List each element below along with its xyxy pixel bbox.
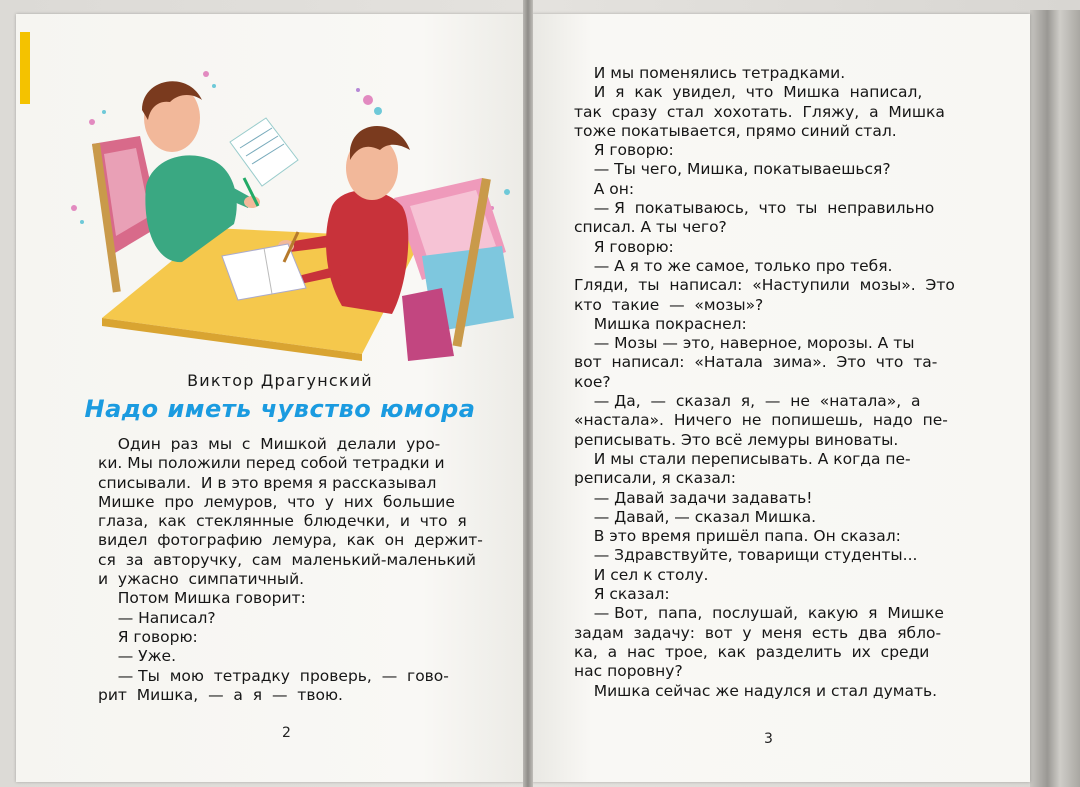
- book-cover-edge: [1030, 10, 1080, 787]
- text-line: — Ты чего, Мишка, покатываешься?: [574, 160, 891, 179]
- text-line: — Вот, папа, послушай, какую я Мишке: [574, 604, 944, 623]
- text-line: глаза, как стеклянные блюдечки, и что я: [98, 512, 467, 531]
- boys-illustration-icon: [62, 56, 522, 361]
- text-line: И мы стали переписывать. А когда пе-: [574, 449, 911, 468]
- text-line: и ужасно симпатичный.: [98, 570, 305, 589]
- text-line: Я сказал:: [574, 585, 670, 604]
- text-line: Потом Мишка говорит:: [98, 589, 306, 608]
- text-line: реписали, я сказал:: [574, 469, 736, 488]
- text-line: — Да, — сказал я, — не «натала», а: [574, 392, 921, 411]
- held-notebook: [230, 118, 298, 186]
- book-spine: [523, 0, 533, 787]
- text-line: нас поровну?: [574, 662, 683, 681]
- text-line: — Я покатываюсь, что ты неправильно: [574, 199, 935, 218]
- text-line: Я говорю:: [574, 141, 674, 160]
- text-line: Мишка покраснел:: [574, 314, 747, 333]
- text-line: тоже покатывается, прямо синий стал.: [574, 121, 897, 140]
- text-line: ка, а нас трое, как разделить их среди: [574, 642, 930, 661]
- text-line: «настала». Ничего не попишешь, надо пе-: [574, 411, 948, 430]
- page-number-left: 2: [282, 725, 291, 741]
- text-line: Мишка сейчас же надулся и стал думать.: [574, 681, 938, 700]
- text-line: Один раз мы с Мишкой делали уро-: [98, 435, 441, 453]
- text-line: Я говорю:: [574, 237, 674, 256]
- page-number-right: 3: [764, 731, 773, 747]
- text-line: ся за авторучку, сам маленький-маленький: [98, 550, 476, 569]
- text-line: — Уже.: [98, 647, 177, 666]
- text-line: — Ты мою тетрадку проверь, — гово-: [98, 666, 449, 685]
- right-page-text: [574, 64, 974, 701]
- text-line: кто такие — «мозы»?: [574, 295, 764, 314]
- text-line: — Написал?: [98, 608, 216, 627]
- text-line: — А я то же самое, только про тебя.: [574, 256, 893, 275]
- text-line: задам задачу: вот у меня есть два ябло-: [574, 623, 942, 642]
- text-line: И мы поменялись тетрадками.: [574, 64, 846, 82]
- text-line: видел фотографию лемура, как он держит-: [98, 531, 483, 550]
- text-line: — Давай задачи задавать!: [574, 488, 813, 507]
- text-line: Я говорю:: [98, 627, 198, 646]
- text-line: Мишке про лемуров, что у них большие: [98, 492, 455, 511]
- text-line: списал. А ты чего?: [574, 218, 727, 237]
- author-name: Виктор Драгунский: [187, 371, 373, 390]
- text-line: И сел к столу.: [574, 565, 709, 584]
- text-line: списывали. И в это время я рассказывал: [98, 473, 437, 492]
- text-line: так сразу стал хохотать. Гляжу, а Мишка: [574, 102, 945, 121]
- text-line: Гляди, ты написал: «Наступили мозы». Это: [574, 276, 955, 295]
- story-title: Надо иметь чувство юмора: [84, 395, 476, 423]
- text-line: рит Мишка, — а я — твою.: [98, 685, 343, 704]
- text-line: вот написал: «Натала зима». Это что та-: [574, 353, 938, 372]
- text-line: А он:: [574, 179, 635, 198]
- text-line: И я как увидел, что Мишка написал,: [574, 83, 923, 102]
- text-line: — Здравствуйте, товарищи студенты...: [574, 546, 918, 565]
- text-line: — Давай, — сказал Мишка.: [574, 507, 817, 526]
- text-line: В это время пришёл папа. Он сказал:: [574, 527, 901, 546]
- text-line: — Мозы — это, наверное, морозы. А ты: [574, 334, 915, 353]
- text-line: кое?: [574, 372, 611, 391]
- text-line: ки. Мы положили перед собой тетрадки и: [98, 454, 445, 473]
- left-page-text: [98, 435, 496, 705]
- yellow-accent-bar: [20, 32, 30, 104]
- text-line: реписывать. Это всё лемуры виноваты.: [574, 430, 899, 449]
